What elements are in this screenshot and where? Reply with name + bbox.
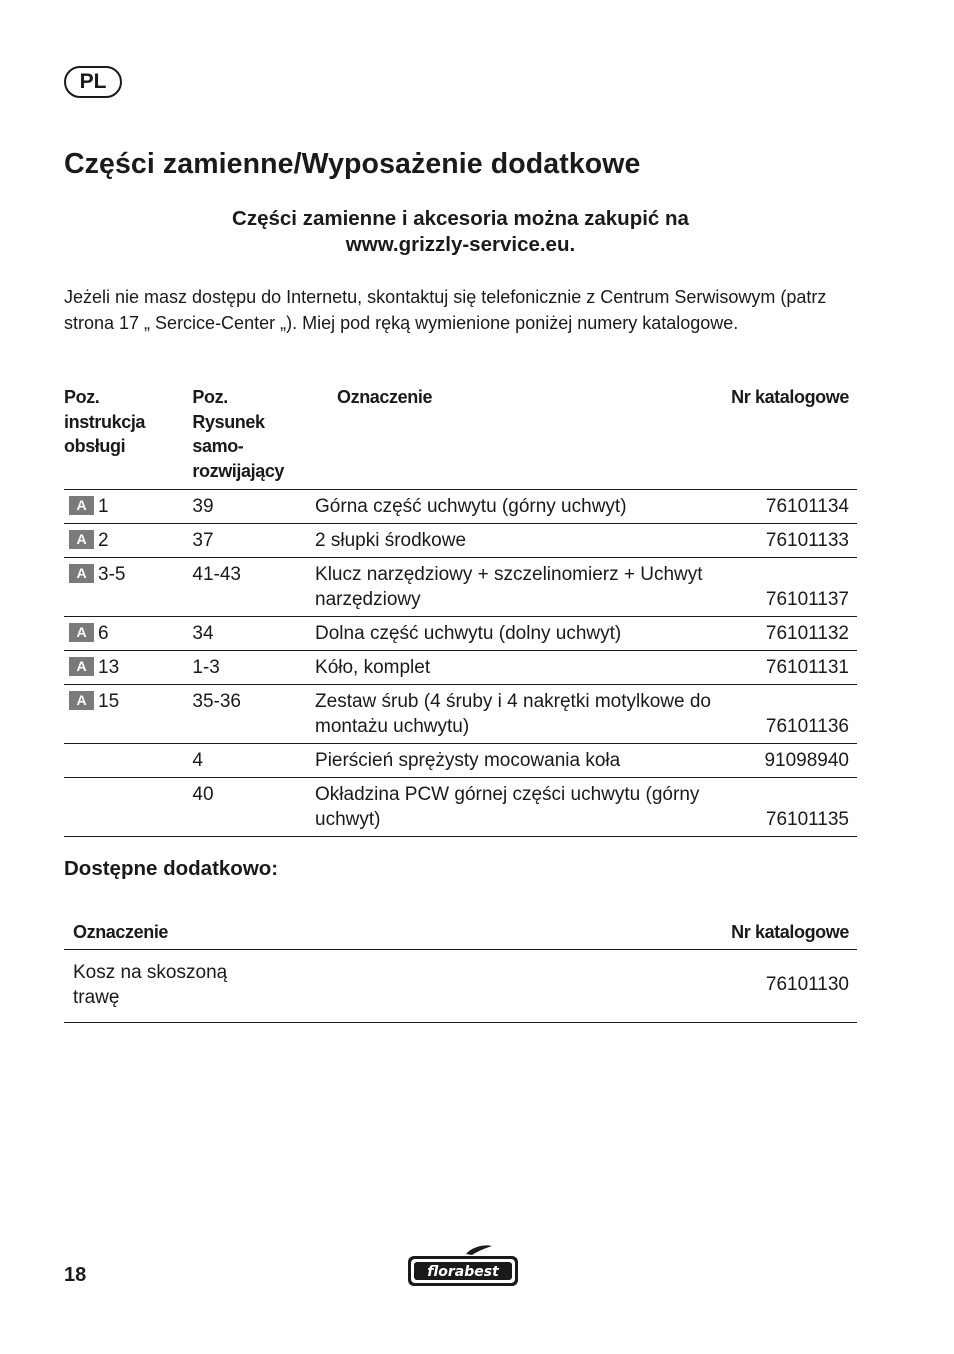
- table-row: [64, 949, 857, 1022]
- page-title: Części zamienne/Wyposażenie dodatkowe: [64, 148, 641, 180]
- cell-designation: Kóło, komplet: [315, 651, 727, 685]
- cell-catalog-no: 76101134: [727, 490, 857, 524]
- cell-pos-manual: [64, 558, 192, 617]
- cell-catalog-no: 76101137: [727, 558, 857, 617]
- florabest-logo: [406, 1244, 520, 1290]
- cell-pos-drawing: 34: [192, 617, 315, 651]
- cell-pos-manual: [64, 744, 192, 778]
- accessories-table-header: [64, 918, 857, 949]
- cell-catalog-no: 76101132: [727, 617, 857, 651]
- header-catalog-no: Nr katalogowe: [727, 383, 857, 490]
- table-row: [64, 778, 857, 837]
- figure-badge: A: [69, 530, 94, 549]
- table-row: [64, 558, 857, 617]
- accessories-table: [64, 918, 857, 1023]
- parts-table: [64, 383, 857, 837]
- cell-designation: Okładzina PCW górnej części uchwytu (górny uchwyt): [315, 778, 727, 837]
- acc-cell-designation: Kosz na skoszoną trawę: [64, 949, 263, 1022]
- cell-pos-drawing: 37: [192, 524, 315, 558]
- position-number: 3-5: [98, 564, 126, 585]
- position-number: 2: [98, 530, 109, 551]
- parts-table-header: [64, 383, 857, 490]
- header-pos-manual: Poz. instrukcja obsługi: [64, 383, 192, 490]
- table-row: [64, 524, 857, 558]
- cell-pos-manual: [64, 778, 192, 837]
- cell-pos-manual: [64, 685, 192, 744]
- position-number: 15: [98, 691, 120, 712]
- figure-badge: A: [69, 657, 94, 676]
- cell-pos-drawing: 1-3: [192, 651, 315, 685]
- cell-designation: Pierścień sprężysty mocowania koła: [315, 744, 727, 778]
- cell-designation: Zestaw śrub (4 śruby i 4 nakrętki motylkowe do montażu uchwytu): [315, 685, 727, 744]
- table-row: [64, 651, 857, 685]
- header-pos-drawing: Poz. Rysunek samo- rozwijający: [192, 383, 315, 490]
- cell-pos-manual: [64, 651, 192, 685]
- cell-catalog-no: 76101131: [727, 651, 857, 685]
- figure-badge: A: [69, 496, 94, 515]
- figure-badge: A: [69, 623, 94, 642]
- subtitle-line-1: Części zamienne i akcesoria można zakupić na: [232, 207, 689, 230]
- page-number: 18: [64, 1264, 87, 1286]
- accessories-title: Dostępne dodatkowo:: [64, 857, 279, 880]
- position-number: 1: [98, 496, 109, 517]
- cell-catalog-no: 76101136: [727, 685, 857, 744]
- intro-paragraph: Jeżeli nie masz dostępu do Internetu, skontaktuj się telefonicznie z Centrum Serwisowym (patrz strona 17 „ Sercice-Center „). Miej pod ręką wymienione poniżej numery katalogowe.: [64, 287, 827, 333]
- table-row: [64, 744, 857, 778]
- table-row: [64, 685, 857, 744]
- cell-pos-manual: [64, 490, 192, 524]
- cell-pos-drawing: 41-43: [192, 558, 315, 617]
- cell-pos-drawing: 35-36: [192, 685, 315, 744]
- cell-pos-drawing: 4: [192, 744, 315, 778]
- acc-cell-catalog-no: 76101130: [263, 949, 857, 1022]
- subtitle: [64, 206, 857, 258]
- cell-catalog-no: 91098940: [727, 744, 857, 778]
- acc-header-catalog-no: Nr katalogowe: [263, 918, 857, 949]
- table-row: [64, 490, 857, 524]
- cell-designation: 2 słupki środkowe: [315, 524, 727, 558]
- cell-designation: Klucz narzędziowy + szczelinomierz + Uchwyt narzędziowy: [315, 558, 727, 617]
- position-number: 13: [98, 657, 120, 678]
- language-badge: PL: [64, 66, 122, 98]
- header-designation: Oznaczenie: [315, 383, 727, 490]
- position-number: 6: [98, 623, 109, 644]
- cell-pos-manual: [64, 524, 192, 558]
- cell-pos-drawing: 40: [192, 778, 315, 837]
- cell-pos-manual: [64, 617, 192, 651]
- cell-designation: Dolna część uchwytu (dolny uchwyt): [315, 617, 727, 651]
- subtitle-line-2: www.grizzly-service.eu.: [345, 233, 576, 256]
- acc-header-designation: Oznaczenie: [64, 918, 263, 949]
- cell-pos-drawing: 39: [192, 490, 315, 524]
- cell-catalog-no: 76101133: [727, 524, 857, 558]
- cell-designation: Górna część uchwytu (górny uchwyt): [315, 490, 727, 524]
- logo-text: florabest: [427, 1264, 499, 1280]
- figure-badge: A: [69, 691, 94, 710]
- table-row: [64, 617, 857, 651]
- figure-badge: A: [69, 564, 94, 583]
- cell-catalog-no: 76101135: [727, 778, 857, 837]
